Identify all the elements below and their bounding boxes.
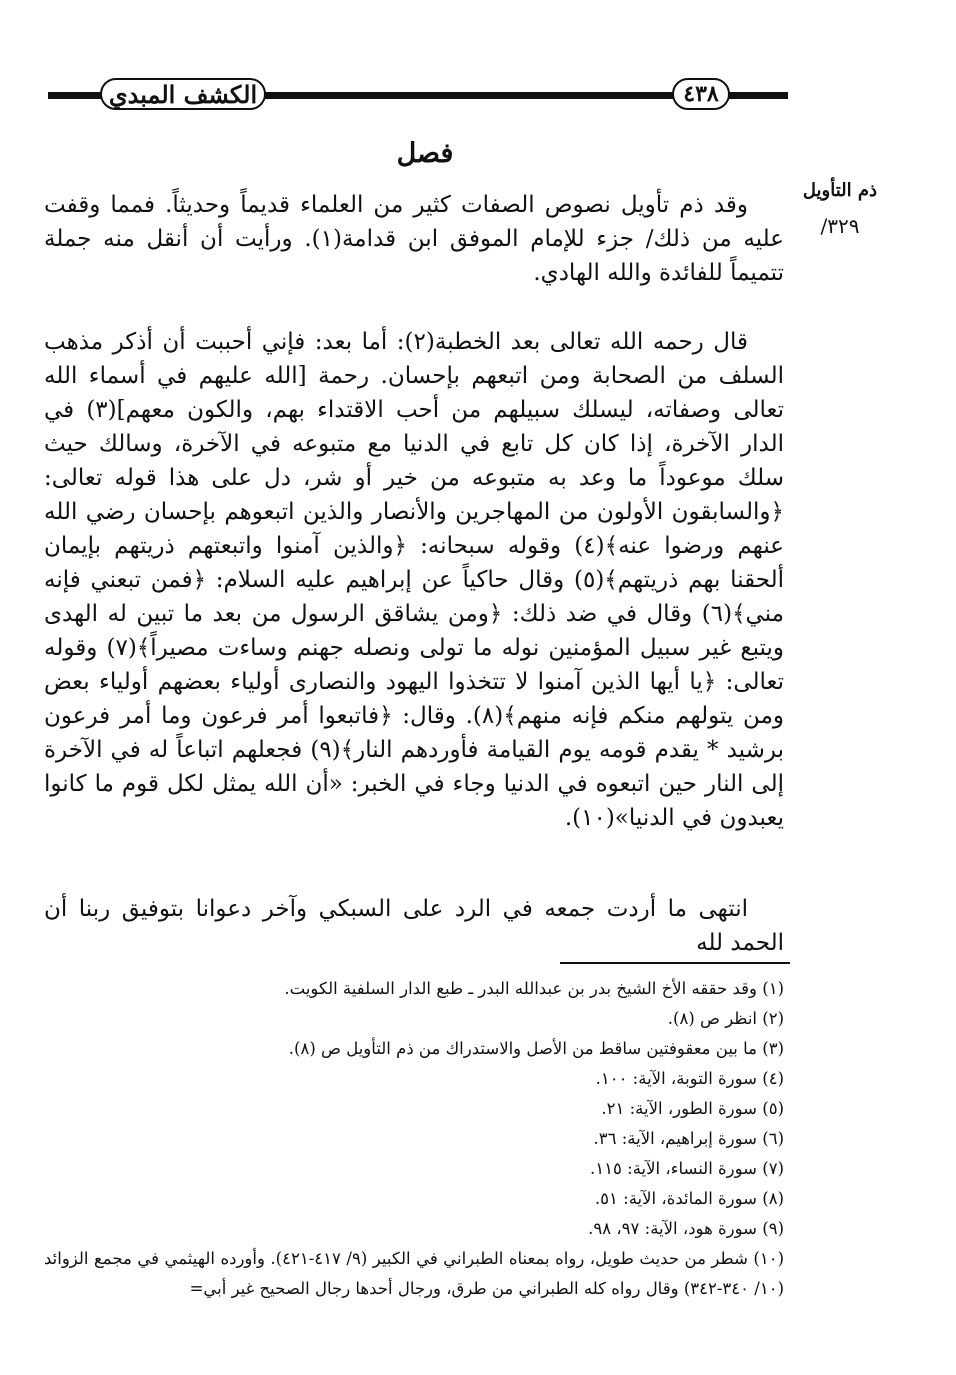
margin-note-page: ٣٢٩/ [820, 214, 860, 238]
footnote-8: (٨) سورة المائدة، الآية: ٥١. [594, 1189, 784, 1208]
margin-note-title: ذم التأويل [802, 180, 878, 201]
book-title: الكشف المبدي [100, 78, 266, 110]
header-rule-middle [262, 92, 676, 99]
footnote-7: (٧) سورة النساء، الآية: ١١٥. [590, 1159, 784, 1178]
footnote-5: (٥) سورة الطور، الآية: ٢١. [601, 1099, 784, 1118]
section-title: فصل [396, 138, 454, 169]
footnote-2: (٢) انظر ص (٨). [667, 1009, 784, 1028]
footnote-3: (٣) ما بين معقوفتين ساقط من الأصل والاستدراك من ذم التأويل ص (٨). [288, 1039, 784, 1058]
paragraph-1: وقد ذم تأويل نصوص الصفات كثير من العلماء قديماً وحديثاً. فمما وقفت عليه من ذلك/ جزء للإمام الموفق ابن قدامة(١). ورأيت أن أنقل منه جملة تتميماً للفائدة والله الهادي. [44, 192, 784, 286]
header-rule-left [48, 92, 106, 99]
footnote-divider [560, 962, 790, 964]
paragraph-3: انتهى ما أردت جمعه في الرد على السبكي وآخر دعوانا بتوفيق ربنا أن الحمد لله [44, 896, 784, 956]
footnote-4: (٤) سورة التوبة، الآية: ١٠٠. [595, 1069, 784, 1088]
footnotes [44, 974, 784, 1304]
footnote-9: (٩) سورة هود، الآية: ٩٧، ٩٨. [588, 1219, 784, 1238]
page-header [48, 72, 788, 118]
page-number: ٤٣٨ [672, 78, 730, 110]
paragraph-2: قال رحمه الله تعالى بعد الخطبة(٢): أما بعد: فإني أحببت أن أذكر مذهب السلف من الصحابة ومن اتبعهم بإحسان. رحمة [الله عليهم في أسماء الله تعالى وصفاته، ليسلك سبيلهم من أحب الاقتداء بهم، والكون معهم](٣) في الدار الآخرة، إذا كان كل تابع في الدنيا مع متبوعه في الآخرة، وسالك حيث سلك موعوداً ما وعد به متبوعه من خير أو شر، دل على هذا قوله تعالى: ﴿والسابقون الأولون من المهاجرين والأنصار والذين اتبعوهم بإحسان رضي الله عنهم ورضوا عنه﴾(٤) وقوله سبحانه: ﴿والذين آمنوا واتبعتهم ذريتهم بإيمان ألحقنا بهم ذريتهم﴾(٥) وقال حاكياً عن إبراهيم عليه السلام: ﴿فمن تبعني فإنه مني﴾(٦) وقال في ضد ذلك: ﴿ومن يشاقق الرسول من بعد ما تبين له الهدى ويتبع غير سبيل المؤمنين نوله ما تولى ونصله جهنم وساءت مصيراً﴾(٧) وقوله تعالى: ﴿يا أيها الذين آمنوا لا تتخذوا اليهود والنصارى أولياء بعضهم أولياء بعض ومن يتولهم منكم فإنه منهم﴾(٨). وقال: ﴿فاتبعوا أمر فرعون وما أمر فرعون برشيد * يقدم قومه يوم القيامة فأوردهم النار﴾(٩) فجعلهم اتباعاً له في الآخرة إلى النار حين اتبعوه في الدنيا وجاء في الخبر: «أن الله يمثل لكل قوم ما كانوا يعبدون في الدنيا»(١٠). [44, 329, 785, 831]
footnote-6: (٦) سورة إبراهيم، الآية: ٣٦. [593, 1129, 784, 1148]
footnote-10: (١٠) شطر من حديث طويل، رواه بمعناه الطبراني في الكبير (٩/ ٤١٧-٤٢١). وأورده الهيثمي في مجمع الزوائد (١٠/ ٣٤٠-٣٤٢) وقال رواه كله الطبراني من طرق، ورجال أحدها رجال الصحيح غير أبي= [44, 1249, 784, 1298]
footnote-1: (١) وقد حققه الأخ الشيخ بدر بن عبدالله البدر ـ طبع الدار السلفية الكويت. [284, 979, 784, 998]
header-rule-right [726, 92, 788, 99]
